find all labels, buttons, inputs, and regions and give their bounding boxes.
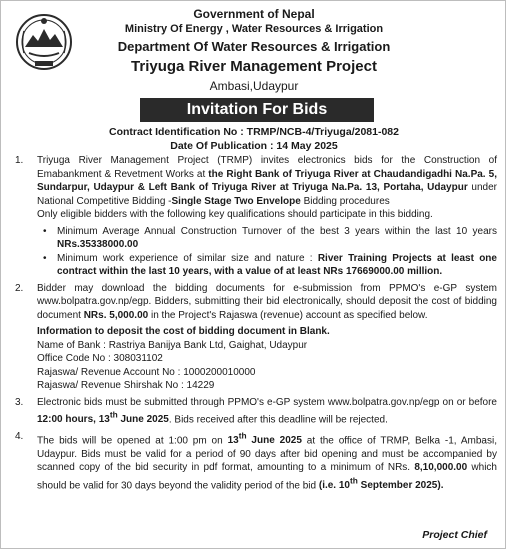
item-text: Electronic bids must be submitted through PPMO's e-GP system www.bolpatra.gov.np/egp on or before	[37, 396, 497, 408]
item-text-bold: September 2025).	[357, 479, 444, 491]
item-paragraph	[37, 154, 497, 208]
office-code: Office Code No : 308031102	[37, 353, 163, 364]
revenue-shirshak: Rajaswa/ Revenue Shirshak No : 14229	[37, 380, 215, 391]
item-text-bold: NRs. 5,000.00	[83, 309, 149, 321]
item-text: Minimum work experience of similar size and nature :	[57, 252, 318, 264]
list-item-4	[13, 430, 497, 493]
ordinal-suffix: th	[109, 410, 118, 420]
revenue-account: Rajaswa/ Revenue Account No : 1000200010000	[37, 366, 256, 378]
list-item-1	[13, 154, 497, 279]
item-text: at the office of TRMP, Belka -1, Ambasi, Udaypur. Bids must be valid for a period of 90 days after bid opening and must be accompanied by scanned copy of the bid security in pdf format, amounting to a minimum of NRs.	[37, 435, 497, 474]
item-text-bold: 8,10,000.00	[414, 462, 468, 474]
item-text: in the Project's Rajaswa (revenue) account as specified below.	[148, 309, 428, 321]
item-text-bold: (i.e. 10	[318, 479, 350, 491]
deposit-info-heading: Information to deposit the cost of bidding document in Blank.	[37, 326, 330, 337]
list-item-2	[13, 282, 497, 393]
item-number: 1.	[15, 155, 24, 166]
item-number: 4.	[15, 430, 24, 442]
eligibility-note: Only eligible bidders with the following key qualifications should participate in this bidding.	[37, 209, 433, 220]
project-location: Ambasi,Udaypur	[209, 79, 299, 93]
qualification-experience	[37, 252, 497, 279]
item-number: 3.	[15, 396, 24, 408]
item-text: under National Competitive Bidding -	[37, 182, 497, 207]
department-title: Department Of Water Resources & Irrigation	[117, 39, 391, 54]
item-text-bold: Single Stage Two Envelope	[171, 195, 301, 207]
bank-name: Name of Bank : Rastriya Banijya Bank Ltd, Gaighat, Udaypur	[37, 339, 308, 351]
item-text-bold: June 2025	[246, 435, 302, 447]
opening-date	[227, 430, 302, 447]
submission-deadline	[37, 410, 169, 426]
item-text-bold: NRs.35338000.00	[57, 239, 139, 250]
item-text: Triyuga River Management Project (TRMP) invites electronics bids for the Construction of Emabankment & Revetment Works at	[37, 155, 497, 180]
item-paragraph	[37, 430, 497, 493]
signature-title: Project Chief	[422, 529, 487, 541]
ordinal-suffix: th	[238, 430, 247, 441]
item-text-bold: June 2025	[117, 414, 169, 426]
ordinal-suffix: th	[350, 475, 358, 486]
list-item-3	[13, 396, 497, 427]
contract-identification: Contract Identification No : TRMP/NCB-4/Triyuga/2081-082	[109, 126, 399, 138]
item-text: The bids will be opened at 1:00 pm on	[37, 435, 228, 447]
bullet-icon: •	[43, 252, 47, 264]
item-text: Bidding procedures	[300, 195, 390, 207]
bullet-icon: •	[43, 225, 47, 237]
government-title: Government of Nepal	[193, 7, 315, 21]
item-text: which should be valid for 30 days beyond the validity period of the bid	[37, 462, 497, 491]
item-text-bold: the Right Bank of Triyuga River at Chaudandigadhi Na.Pa. 5, Sundarpur, Udaypur & Left Bank of Triyuga River at Triyuga Na.Pa. 13, Portaha, Udaypur	[37, 168, 497, 193]
ministry-title: Ministry Of Energy , Water Resources & Irrigation	[124, 23, 384, 35]
qualification-list	[37, 225, 497, 279]
item-text-bold: 13	[227, 435, 239, 447]
item-text-bold: River Training Projects at least one contract within the last 10 years, with a value of at least NRs 17669000.00 million.	[57, 252, 497, 277]
project-title: Triyuga River Management Project	[131, 58, 377, 75]
item-text: Bidder may download the bidding documents for e-submission from PPMO's e-GP system www.bolpatra.gov.np/egp. Bidders, submitting their bid electronically, should deposit the cost of bidding document	[37, 282, 497, 321]
qualification-turnover	[37, 225, 497, 252]
item-text-bold: 12:00 hours, 13	[37, 414, 110, 426]
item-text: . Bids received after this deadline will be rejected.	[168, 414, 388, 426]
invitation-banner: Invitation For Bids	[140, 98, 374, 122]
item-paragraph	[37, 282, 497, 323]
publication-date: Date Of Publication : 14 May 2025	[170, 140, 338, 152]
item-number: 2.	[15, 282, 24, 294]
validity-date	[318, 475, 444, 491]
item-text: Minimum Average Annual Construction Turnover of the best 3 years within the last 10 years	[57, 225, 497, 237]
item-paragraph	[37, 396, 497, 427]
notice-body	[13, 154, 497, 492]
